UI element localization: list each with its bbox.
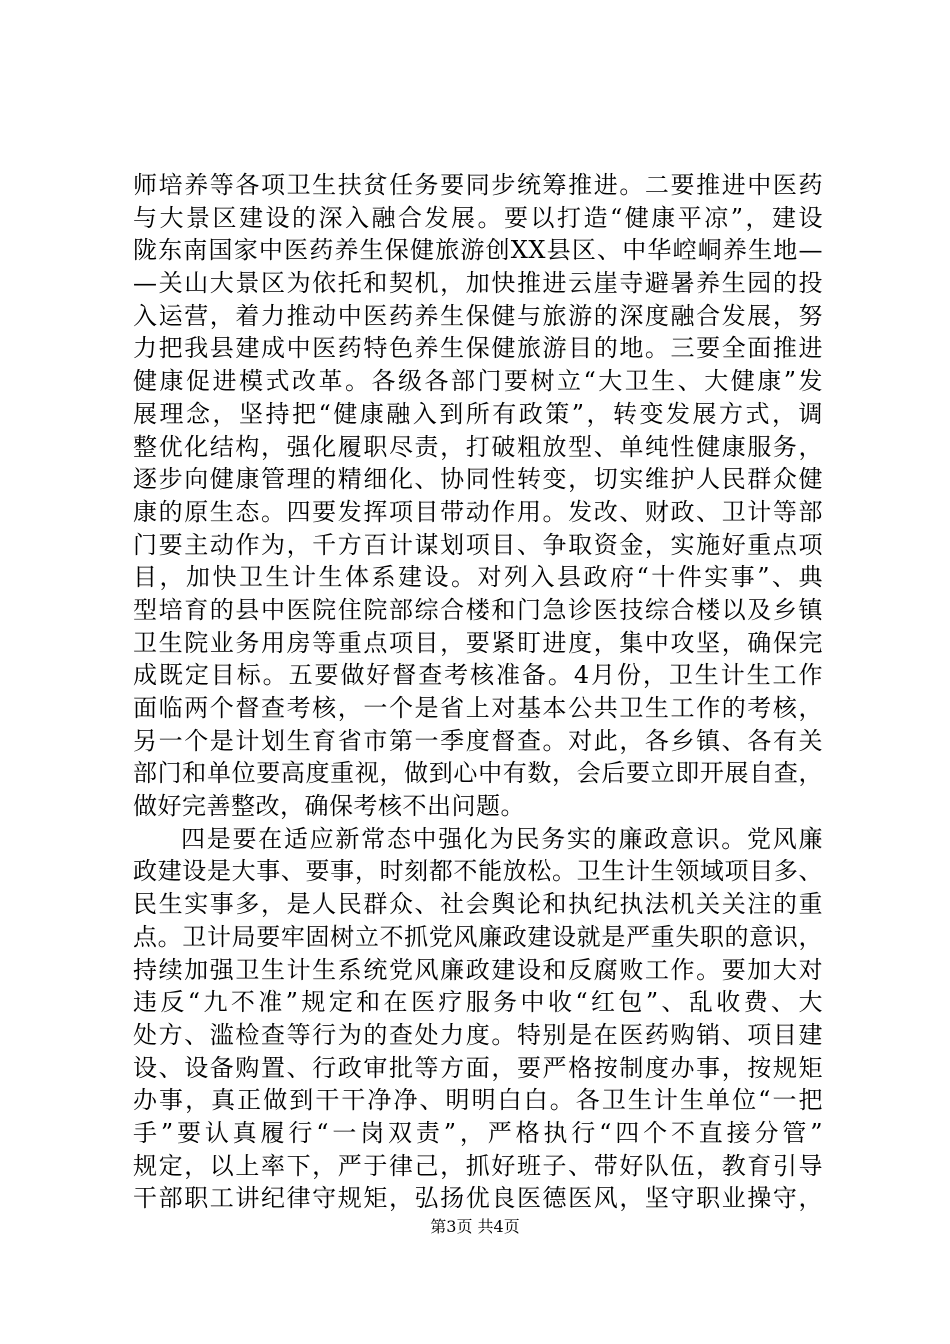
text-line: 办事，真正做到干干净净、明明白白。各卫生计生单位“一把 [133,1086,823,1115]
text-line: 做好完善整改，确保考核不出问题。 [133,792,525,821]
body-text [133,169,823,1215]
text-line: 健康促进模式改革。各级各部门要树立“大卫生、大健康”发 [133,367,823,396]
page-footer [0,1217,950,1237]
text-line: 与大景区建设的深入融合发展。要以打造“健康平凉”，建设 [133,203,823,232]
text-line: 持续加强卫生计生系统党风廉政建设和反腐败工作。要加大对 [133,955,823,984]
text-line: 另一个是计划生育省市第一季度督查。对此，各乡镇、各有关 [133,726,823,755]
text-line: 手”要认真履行“一岗双责”，严格执行“四个不直接分管” [133,1118,823,1147]
text-line: 干部职工讲纪律守规矩，弘扬优良医德医风，坚守职业操守， [133,1184,823,1213]
text-line: 成既定目标。五要做好督查考核准备。4月份，卫生计生工作 [133,661,823,690]
text-line: 规定，以上率下，严于律己，抓好班子、带好队伍，教育引导 [133,1151,823,1180]
text-line: —关山大景区为依托和契机，加快推进云崖寺避暑养生园的投 [133,269,823,298]
text-line: 卫生院业务用房等重点项目，要紧盯进度，集中攻坚，确保完 [133,628,823,657]
text-line: 陇东南国家中医药养生保健旅游创XX县区、中华崆峒养生地— [133,236,823,265]
text-line: 违反“九不准”规定和在医疗服务中收“红包”、乱收费、大 [133,988,823,1017]
text-line: 点。卫计局要牢固树立不抓党风廉政建设就是严重失职的意识， [133,922,823,951]
text-line: 部门和单位要高度重视，做到心中有数，会后要立即开展自查， [133,759,823,788]
text-line: 目，加快卫生计生体系建设。对列入县政府“十件实事”、典 [133,563,823,592]
text-line: 设、设备购置、行政审批等方面，要严格按制度办事，按规矩 [133,1053,823,1082]
text-line: 型培育的县中医院住院部综合楼和门急诊医技综合楼以及乡镇 [133,595,823,624]
text-line: 政建设是大事、要事，时刻都不能放松。卫生计生领域项目多、 [133,857,823,886]
page-number-label: 第3页 共4页 [430,1217,520,1236]
text-line: 展理念，坚持把“健康融入到所有政策”，转变发展方式，调 [133,399,823,428]
paragraph-first-line: 四是要在适应新常态中强化为民务实的廉政意识。党风廉 [181,824,823,853]
text-line: 逐步向健康管理的精细化、协同性转变，切实维护人民群众健 [133,465,823,494]
text-line: 师培养等各项卫生扶贫任务要同步统筹推进。二要推进中医药 [133,171,823,199]
text-line: 整优化结构，强化履职尽责，打破粗放型、单纯性健康服务， [133,432,823,461]
text-line: 处方、滥检查等行为的查处力度。特别是在医药购销、项目建 [133,1020,823,1049]
text-line: 民生实事多，是人民群众、社会舆论和执纪执法机关关注的重 [133,890,823,919]
text-line: 力把我县建成中医药特色养生保健旅游目的地。三要全面推进 [133,334,823,363]
text-line: 康的原生态。四要发挥项目带动作用。发改、财政、卫计等部 [133,497,823,526]
text-line: 面临两个督查考核，一个是省上对基本公共卫生工作的考核， [133,694,823,722]
text-line: 门要主动作为，千方百计谋划项目、争取资金，实施好重点项 [133,530,823,559]
text-line: 入运营，着力推动中医药养生保健与旅游的深度融合发展，努 [133,301,823,330]
